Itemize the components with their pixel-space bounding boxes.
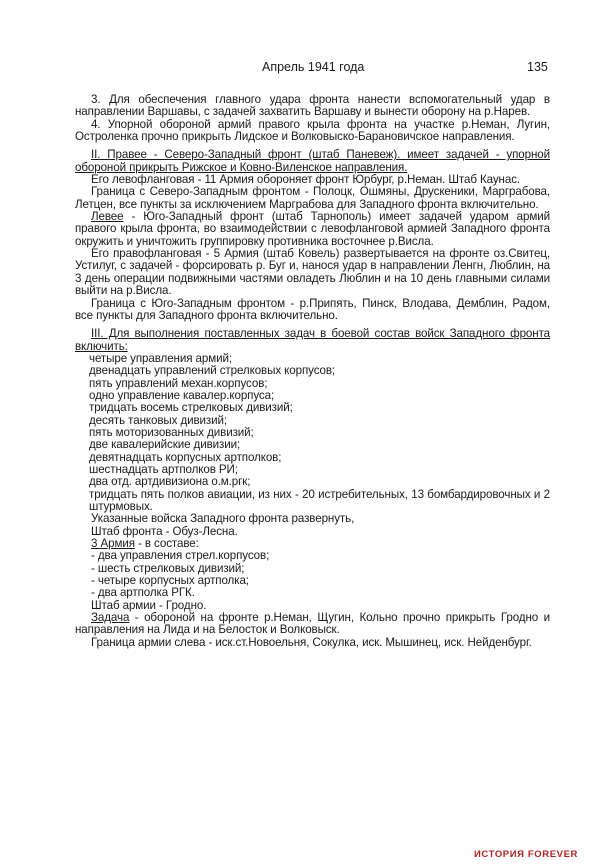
- paragraph-southwest-boundary: Граница с Юго-Западным фронтом - р.Припять, Пинск, Влодава, Демблин, Радом, все пункты для Западного фронта включительно.: [75, 296, 550, 322]
- paragraph-army-hq: Штаб армии - Гродно.: [91, 598, 207, 612]
- paragraph-11-army: Его левофланговая - 11 Армия обороняет фронт Юрбург, р.Неман. Штаб Каунас.: [91, 173, 521, 187]
- list-item: тридцать восемь стрелковых дивизий;: [89, 401, 293, 415]
- page-header: [0, 60, 600, 78]
- paragraph-3-auxiliary-strike: 3. Для обеспечения главного удара фронта нанести вспомогательный удар в направлении Варшавы, с задачей захватить Варшаву и вынести оборону на р.Нарев.: [75, 93, 550, 119]
- list-item: - четыре корпусных артполка;: [91, 574, 249, 588]
- paragraph-army-task: [75, 612, 550, 637]
- section-3-heading: III. Для выполнения поставленных задач в боевой состав войск Западного фронта включить:: [75, 327, 550, 353]
- list-item: четыре управления армий;: [89, 351, 232, 365]
- task-label: Задача: [91, 611, 130, 625]
- page-body: [75, 94, 550, 649]
- section-2-heading: II. Правее - Северо-Западный фронт (штаб Паневеж). имеет задачей - упорной обороной прикрыть Рижское и Ковно-Виленское направления.: [75, 148, 550, 174]
- paragraph-northwest-boundary: Граница с Северо-Западным фронтом - Полоцк, Ошмяны, Друскеники, Марграбова, Летцен, все пункты за исключением Марграбова для Западного фронта включительно.: [75, 185, 550, 211]
- forces-list: [75, 353, 550, 513]
- paragraph-army-boundary: Граница армии слева - иск.ст.Новоельня, Сокулка, иск. Мышинец, иск. Нейденбург.: [91, 635, 532, 649]
- list-item: - два управления стрел.корпусов;: [91, 549, 270, 563]
- paragraph-5-army: Его правофланговая - 5 Армия (штаб Ковель) развертывается на фронте оз.Свитец, Устилуг, с задачей - форсировать р. Буг и, нанося удар в направлении Ленгн, Люблин, на 3 день операции подвижными частями овладеть Люблин и на 10 день главными силами выйти на р.Висла.: [75, 247, 550, 298]
- list-item-aviation: тридцать пять полков авиации, из них - 20 истребительных, 13 бомбардировочных и 2 штурмовых.: [89, 487, 550, 513]
- watermark-logo: ИСТОРИЯ FOREVER: [474, 849, 578, 860]
- list-item: два отд. артдивизиона о.м.ргк;: [89, 475, 251, 489]
- left-label: Левее: [91, 210, 124, 224]
- list-item: две кавалерийские дивизии;: [89, 438, 241, 452]
- list-item: - шесть стрелковых дивизий;: [91, 561, 245, 575]
- task-text: - обороной на фронте р.Неман, Щугин, Кольно прочно прикрыть Гродно и направления на Лида и на Белосток и Волковыск.: [75, 611, 550, 637]
- army-3-composition-list: [75, 550, 550, 599]
- paragraph-deploy: Указанные войска Западного фронта развернуть,: [91, 512, 355, 526]
- list-item: девятнадцать корпусных артполков;: [89, 450, 282, 464]
- paragraph-southwest-front: [75, 211, 550, 248]
- paragraph-4-right-wing-defense: 4. Упорной обороной армий правого крыла фронта на участке р.Неман, Лугин, Остроленка прочно прикрыть Лидское и Волковыско-Барановичское направления.: [75, 117, 550, 144]
- army-3-composition-label: - в составе:: [134, 537, 199, 551]
- running-title: Апрель 1941 года: [262, 60, 365, 74]
- list-item: шестнадцать артполков РИ;: [89, 462, 238, 476]
- list-item: двенадцать управлений стрелковых корпусов;: [89, 364, 336, 378]
- page-number: 135: [527, 60, 548, 74]
- list-item: - два артполка РГК.: [91, 586, 195, 600]
- southwest-front-text: - Юго-Западный фронт (штаб Тарнополь) имеет задачей ударом армий правого крыла фронта, во взаимодействии с левофланговой армией Западного фронта окружить и уничтожить группировку противника восточнее р.Висла.: [75, 210, 550, 248]
- list-item: десять танковых дивизий;: [89, 413, 228, 427]
- list-item: одно управление кавалер.корпуса;: [89, 388, 275, 402]
- list-item: пять моторизованных дивизий;: [89, 425, 254, 439]
- army-3-label: 3 Армия: [91, 537, 135, 551]
- list-item: пять управлений механ.корпусов;: [89, 376, 268, 390]
- paragraph-front-hq: Штаб фронта - Обуз-Лесна.: [91, 524, 238, 538]
